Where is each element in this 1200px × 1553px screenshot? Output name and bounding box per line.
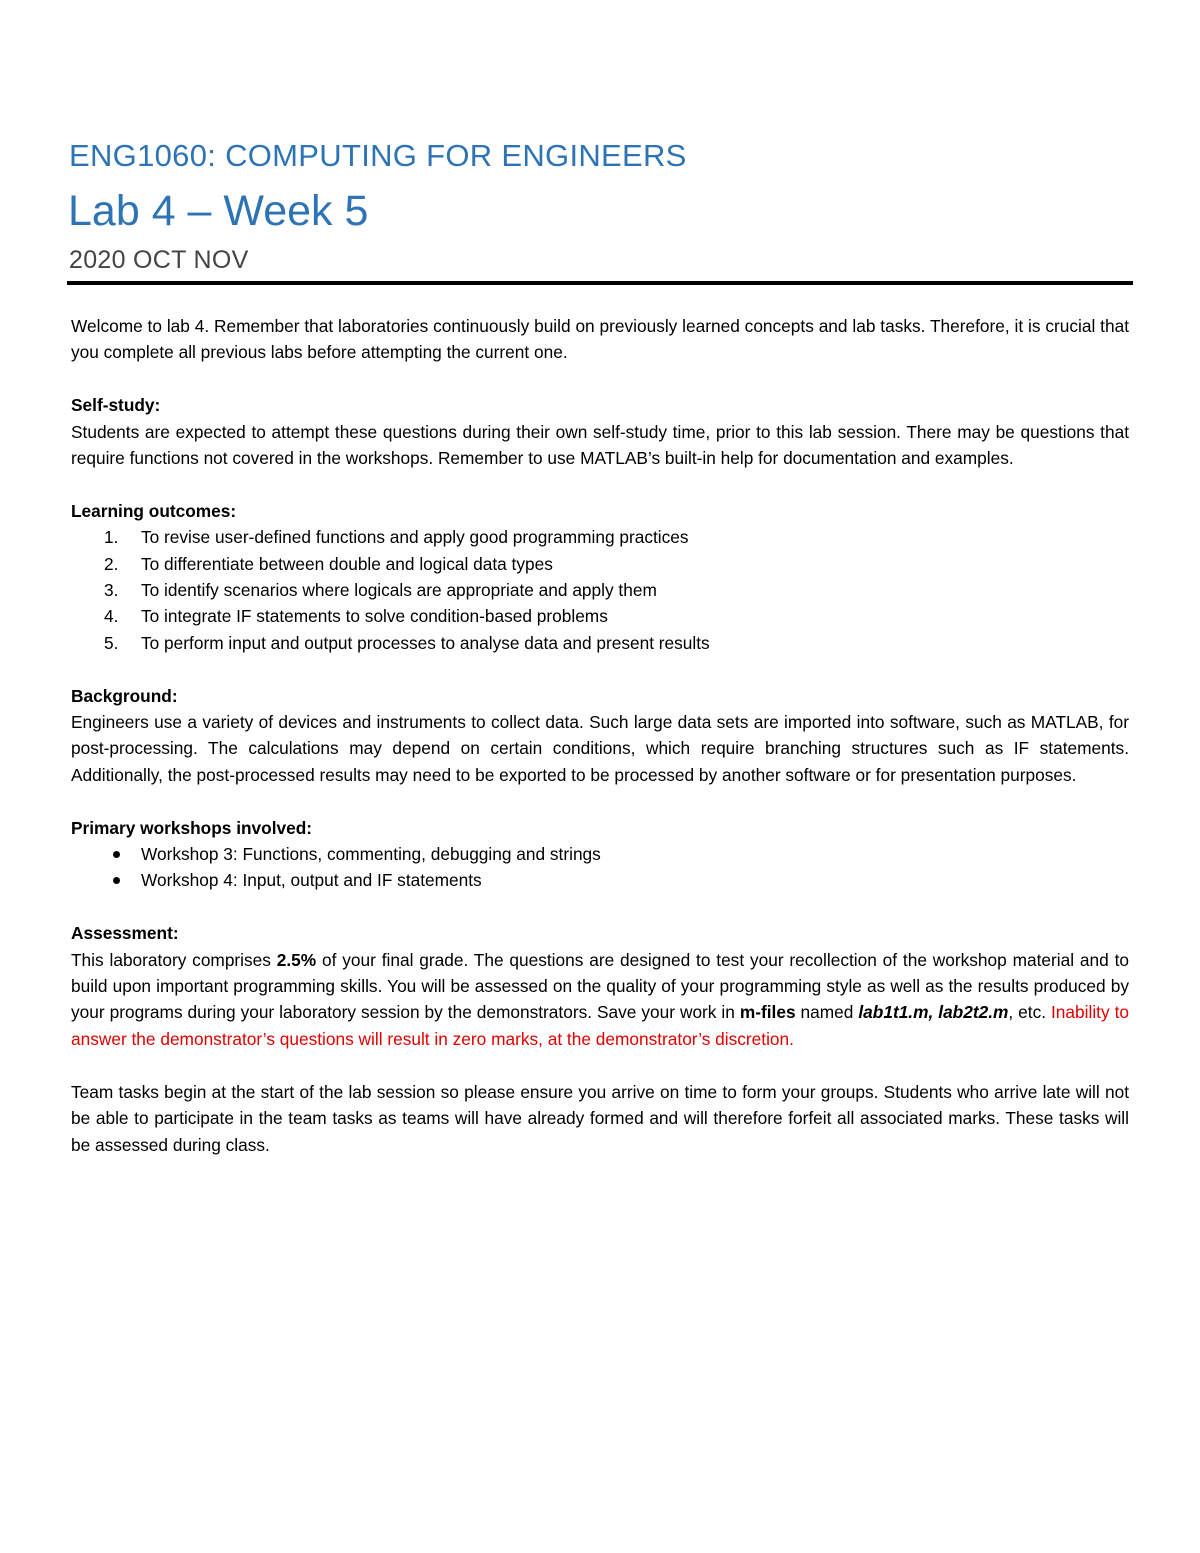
list-number: 3. [104,580,119,601]
m-files-term: m-files [739,1002,796,1023]
list-item [71,524,1129,550]
list-item [71,630,1129,656]
bullet-icon [113,877,120,884]
filename-example: lab2t2.m [938,1002,1009,1023]
assessment-text: This laboratory comprises [71,949,277,970]
workshops-heading: Primary workshops involved: [71,817,313,838]
list-item-text: To revise user-defined functions and apply good programming practices [141,527,689,548]
list-item [71,551,1129,577]
assessment-text: named [795,1002,859,1023]
list-item [71,867,1129,893]
list-item-text: Workshop 4: Input, output and IF statements [141,870,482,891]
list-number: 1. [104,527,119,548]
assessment-warning: Inability to answer the demonstrator’s questions will result in zero marks, at the demonstrator’s discretion. [71,1002,1129,1049]
assessment-heading: Assessment: [71,923,179,944]
bullet-icon [113,851,120,858]
list-item-text: Workshop 3: Functions, commenting, debugging and strings [141,844,601,865]
list-item [71,577,1129,603]
term-subtitle: 2020 OCT NOV [69,246,249,274]
filename-separator: , [928,1002,939,1023]
workshops-list [71,841,1129,894]
list-number: 4. [104,606,119,627]
background-paragraph: Engineers use a variety of devices and instruments to collect data. Such large data sets are imported into software, such as MATLAB, for post-processing. The calculations may depend on certain conditions, which require branching structures such as IF statements. Additionally, the post-processed results may need to be exported to be processed by another software or for presentation purposes. [71,712,1129,785]
list-item-text: To perform input and output processes to analyse data and present results [141,632,710,653]
title-divider [67,281,1133,285]
document-body [71,313,1129,1158]
grade-percent: 2.5% [276,949,317,970]
list-item-text: To integrate IF statements to solve condition-based problems [141,606,608,627]
course-title: ENG1060: COMPUTING FOR ENGINEERS [69,138,687,173]
assessment-text: , etc. [1008,1002,1051,1023]
learning-outcomes-heading: Learning outcomes: [71,500,237,521]
assessment-text: of your final grade. The questions are designed to test your recollection of the workshop material and to build upon important programming skills. You will be assessed on the quality of your programming style as well as the results produced by your programs during your laboratory session by the demonstrators. Save your work in [71,949,1129,1023]
list-item [71,841,1129,867]
intro-paragraph: Welcome to lab 4. Remember that laboratories continuously build on previously learned concepts and lab tasks. Therefore, it is crucial that you complete all previous labs before attempting the current one. [71,316,1129,363]
background-heading: Background: [71,685,178,706]
filename-example: lab1t1.m [858,1002,929,1023]
assessment-paragraph [71,947,1129,1053]
learning-outcomes-list [71,524,1129,656]
self-study-heading: Self-study: [71,395,161,416]
list-item-text: To differentiate between double and logical data types [141,553,553,574]
list-number: 5. [104,632,119,653]
list-item [71,603,1129,629]
team-tasks-paragraph: Team tasks begin at the start of the lab session so please ensure you arrive on time to form your groups. Students who arrive late will not be able to participate in the team tasks as teams will have already formed and will therefore forfeit all associated marks. These tasks will be assessed during class. [71,1081,1129,1155]
self-study-paragraph: Students are expected to attempt these questions during their own self-study time, prior to this lab session. There may be questions that require functions not covered in the workshops. Remember to use MATLAB’s built-in help for documentation and examples. [71,421,1129,469]
list-item-text: To identify scenarios where logicals are appropriate and apply them [141,580,657,601]
list-number: 2. [104,553,119,574]
lab-title: Lab 4 – Week 5 [68,187,369,235]
